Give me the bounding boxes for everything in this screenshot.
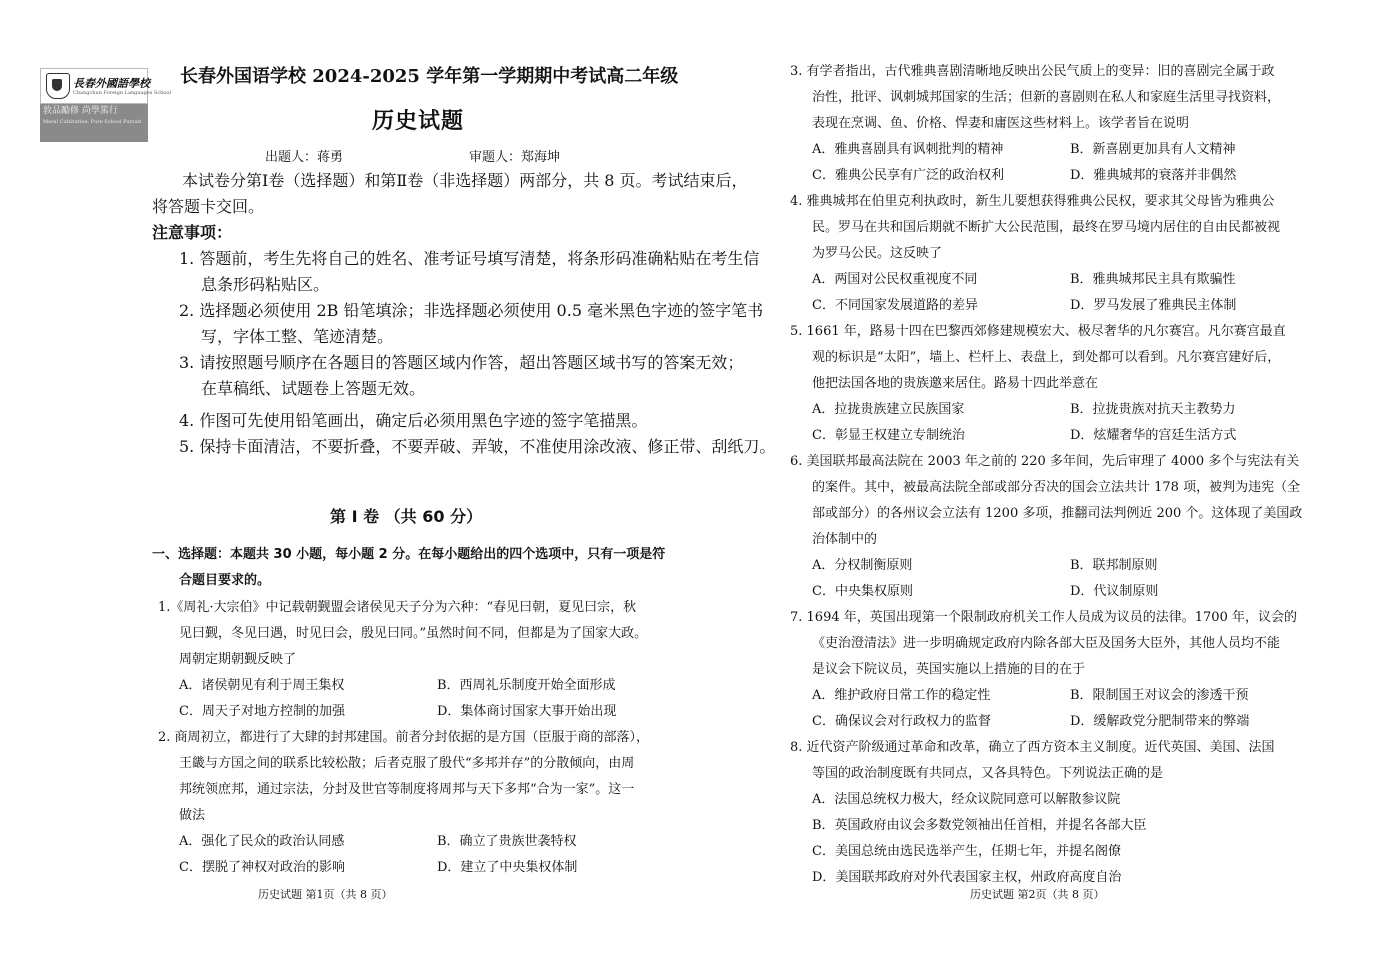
question-7-option-d: D．缓解政党分肥制带来的弊端: [1070, 714, 1250, 729]
question-1-stem: 1.《周礼·大宗伯》中记载朝觐盟会诸侯见天子分为六种：“春见曰朝，夏见曰宗，秋: [158, 600, 637, 615]
reviewer: 审题人：郑海坤: [469, 150, 561, 165]
question-8-stem-cont: 等国的政治制度既有共同点，又各具特色。下列说法正确的是: [812, 766, 1164, 781]
question-6-stem: 6. 美国联邦最高法院在 2003 年之前的 220 多年间，先后审理了 4000 多个与宪法有关: [790, 454, 1300, 469]
question-4-stem-cont: 为罗马公民。这反映了: [812, 246, 943, 261]
note-item: 3. 请按照题号顺序在各题目的答题区域内作答，超出答题区域书写的答案无效；: [179, 353, 744, 372]
question-4-option-b: B．雅典城邦民主具有欺骗性: [1070, 272, 1236, 287]
question-6-option-b: B．联邦制原则: [1070, 558, 1158, 573]
question-5-stem-cont: 观的标识是“太阳”，墙上、栏杆上、表盘上，到处都可以看到。凡尔赛宫建好后，: [812, 350, 1281, 365]
section-instruction-cont: 合题目要求的。: [179, 573, 271, 588]
logo-top: [40, 68, 171, 104]
note-item: 在草稿纸、试题卷上答题无效。: [201, 379, 426, 398]
question-7-option-c: C．确保议会对行政权力的监督: [812, 714, 991, 729]
question-2-stem-cont: 王畿与方国之间的联系比较松散；后者克服了殷代“多邦并存”的分散倾向，由周: [179, 756, 635, 771]
question-4-stem: 4. 雅典城邦在伯里克利执政时，新生儿要想获得雅典公民权，要求其父母皆为雅典公: [790, 194, 1275, 209]
question-2-stem: 2. 商周初立，都进行了大肆的封邦建国。前者分封依据的是方国（臣服于商的部落），: [158, 730, 650, 745]
question-1-option-a: A．诸侯朝见有利于周王集权: [179, 678, 345, 693]
page-footer-left: 历史试题 第1页（共 8 页）: [258, 888, 393, 901]
question-3-option-a: A．雅典喜剧具有讽刺批判的精神: [812, 142, 1004, 157]
logo-school-name: 長春外國語學校: [73, 77, 150, 90]
note-item: 2. 选择题必须使用 2B 铅笔填涂；非选择题必须使用 0.5 毫米黑色字迹的签字笔书: [179, 301, 764, 320]
question-6-option-a: A．分权制衡原则: [812, 558, 913, 573]
note-item: 写，字体工整、笔迹清楚。: [201, 327, 394, 346]
subject-title: 历史试题: [372, 108, 465, 134]
question-6-stem-cont: 治体制中的: [812, 532, 878, 547]
question-8-stem: 8. 近代资产阶级通过革命和改革，确立了西方资本主义制度。近代英国、美国、法国: [790, 740, 1275, 755]
question-4-stem-cont: 民。罗马在共和国后期就不断扩大公民范围，最终在罗马境内居住的自由民都被视: [812, 220, 1281, 235]
question-6-option-c: C．中央集权原则: [812, 584, 913, 599]
question-3-stem-cont: 表现在烹调、鱼、价格、悍妻和庸医这些材料上。该学者旨在说明: [812, 116, 1190, 131]
question-2-option-a: A．强化了民众的政治认同感: [179, 834, 345, 849]
page-footer-right: 历史试题 第2页（共 8 页）: [970, 888, 1105, 901]
question-7-stem: 7. 1694 年，英国出现第一个限制政府机关工作人员成为议员的法律。1700 年，议会的: [790, 610, 1297, 625]
question-2-option-d: D．建立了中央集权体制: [437, 860, 578, 875]
question-1-option-b: B．西周礼乐制度开始全面形成: [437, 678, 616, 693]
question-6-stem-cont: 部或部分）的各州议会立法有 1200 多项，推翻司法判例近 200 个。这体现了美国政: [812, 506, 1303, 521]
note-item: 息条形码粘贴区。: [201, 275, 330, 294]
note-item: 4. 作图可先使用铅笔画出，确定后必须用黑色字迹的签字笔描黑。: [179, 411, 648, 430]
section-title: 第 I 卷 （共 60 分）: [330, 507, 483, 526]
question-7-option-b: B．限制国王对议会的渗透干预: [1070, 688, 1249, 703]
question-7-stem-cont: 《吏治澄清法》进一步明确规定政府内除各部大臣及国务大臣外，其他人员均不能: [812, 636, 1281, 651]
question-4-option-a: A．两国对公民权重视度不同: [812, 272, 978, 287]
question-6-option-d: D．代议制原则: [1070, 584, 1159, 599]
question-8-option-a: A．法国总统权力极大，经众议院同意可以解散参议院: [812, 792, 1121, 807]
question-5-stem: 5. 1661 年，路易十四在巴黎西郊修建规模宏大、极尽奢华的凡尔赛宫。凡尔赛宫最直: [790, 324, 1286, 339]
school-logo: [40, 68, 171, 140]
question-2-stem-cont: 邦统领庶邦，通过宗法，分封及世官等制度将周邦与天下多邦“合为一家”。这一: [179, 782, 635, 797]
logo-motto-band: [40, 104, 148, 142]
authors-line: [265, 146, 560, 165]
question-3-stem-cont: 治性，批评、讽刺城邦国家的生活；但新的喜剧则在私人和家庭生活里寻找资料，: [812, 90, 1281, 105]
question-1-stem-cont: 周朝定期朝觐反映了: [179, 652, 297, 667]
question-2-option-b: B．确立了贵族世袭特权: [437, 834, 577, 849]
school-title: 长春外国语学校 2024-2025 学年第一学期期中考试高二年级: [180, 66, 679, 87]
question-3-option-d: D．雅典城邦的衰落并非偶然: [1070, 168, 1237, 183]
question-5-option-d: D．炫耀奢华的宫廷生活方式: [1070, 428, 1237, 443]
question-4-option-c: C．不同国家发展道路的差异: [812, 298, 978, 313]
question-1-stem-cont: 见曰觐，冬见曰遇，时见曰会，殷见曰同。”虽然时间不同，但都是为了国家大政。: [179, 626, 648, 641]
intro-line-1: 本试卷分第Ⅰ卷（选择题）和第Ⅱ卷（非选择题）两部分，共 8 页。考试结束后，: [182, 171, 748, 190]
author: 出题人：蒋勇: [265, 150, 344, 165]
question-7-stem-cont: 是议会下院议员，英国实施以上措施的目的在于: [812, 662, 1086, 677]
question-4-option-d: D．罗马发展了雅典民主体制: [1070, 298, 1237, 313]
shield-icon: [46, 73, 70, 99]
question-8-option-c: C．美国总统由选民选举产生，任期七年，并提名阁僚: [812, 844, 1121, 859]
question-6-stem-cont: 的案件。其中，被最高法院全部或部分否决的国会立法共计 178 项，被判为违宪（全: [812, 480, 1301, 495]
question-5-option-b: B．拉拢贵族对抗天主教势力: [1070, 402, 1236, 417]
logo-school-name-en: Changchun Foreign Languages School: [73, 90, 171, 96]
question-2-stem-cont: 做法: [179, 808, 206, 823]
question-3-option-c: C．雅典公民享有广泛的政治权利: [812, 168, 1004, 183]
notes-title: 注意事项：: [152, 223, 233, 242]
intro-line-2: 将答题卡交回。: [152, 197, 265, 216]
question-5-stem-cont: 他把法国各地的贵族邀来居住。路易十四此举意在: [812, 376, 1099, 391]
question-5-option-a: A．拉拢贵族建立民族国家: [812, 402, 965, 417]
logo-motto-en: Moral Cultivation, Pure School Pursuit: [43, 119, 142, 125]
question-8-option-b: B．英国政府由议会多数党领袖出任首相，并提名各部大臣: [812, 818, 1147, 833]
note-item: 1. 答题前，考生先将自己的姓名、准考证号填写清楚，将条形码准确粘贴在考生信: [179, 249, 760, 268]
section-instruction: 一、选择题：本题共 30 小题，每小题 2 分。在每小题给出的四个选项中，只有一项是符: [152, 547, 666, 562]
question-1-option-d: D．集体商讨国家大事开始出现: [437, 704, 617, 719]
question-2-option-c: C．摆脱了神权对政治的影响: [179, 860, 345, 875]
note-item: 5. 保持卡面清洁，不要折叠，不要弄破、弄皱，不准使用涂改液、修正带、刮纸刀。: [179, 437, 776, 456]
question-8-option-d: D．美国联邦政府对外代表国家主权，州政府高度自治: [812, 870, 1122, 885]
logo-motto: 敦品勵修 尚學篤行: [43, 106, 118, 116]
question-3-stem: 3. 有学者指出，古代雅典喜剧清晰地反映出公民气质上的变异：旧的喜剧完全属于政: [790, 64, 1275, 79]
question-7-option-a: A．维护政府日常工作的稳定性: [812, 688, 991, 703]
question-1-option-c: C．周天子对地方控制的加强: [179, 704, 345, 719]
question-5-option-c: C．彰显王权建立专制统治: [812, 428, 965, 443]
question-3-option-b: B．新喜剧更加具有人文精神: [1070, 142, 1236, 157]
